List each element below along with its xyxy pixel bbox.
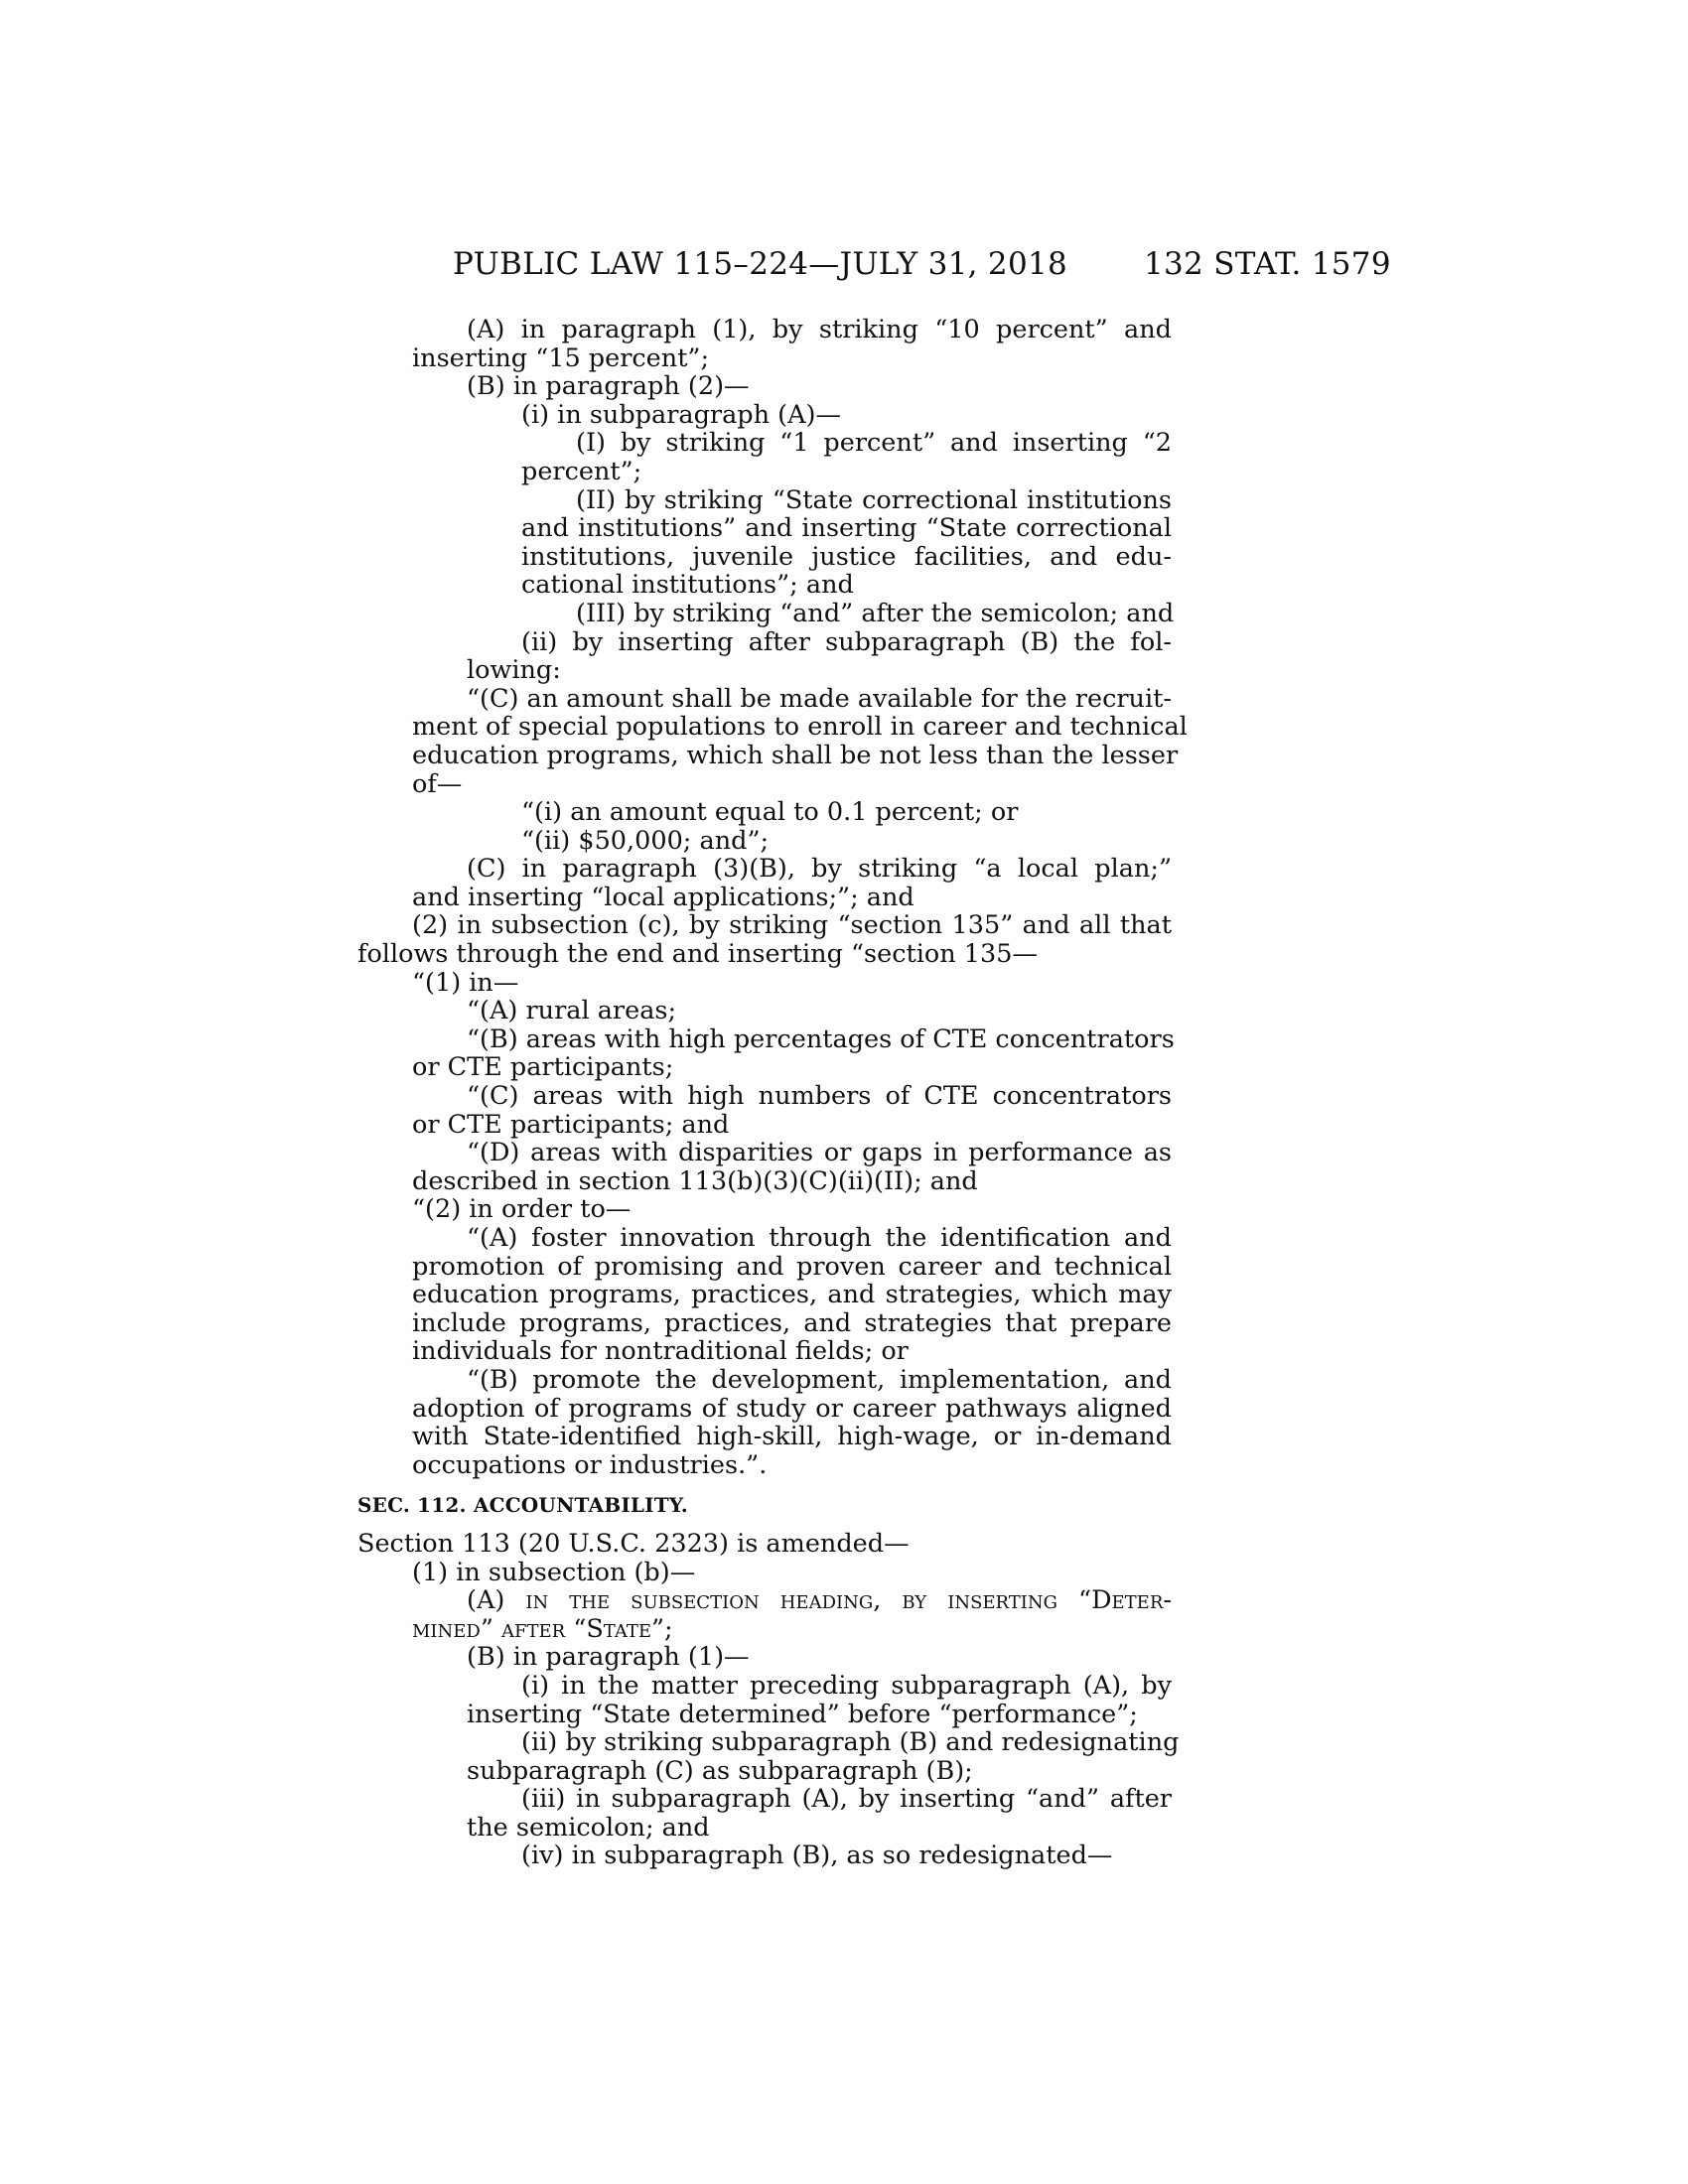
text-line: (i) in subparagraph (A)— bbox=[521, 399, 841, 430]
text-line: (B) in paragraph (1)— bbox=[467, 1642, 750, 1673]
amendment-text-block bbox=[357, 315, 1188, 1480]
text-line: “(C) areas with high numbers of CTE concentrators bbox=[467, 1081, 1172, 1112]
text-line: and inserting “local applications;”; and bbox=[412, 882, 914, 912]
text-line: “(B) areas with high percentages of CTE concentrators bbox=[467, 1024, 1175, 1054]
text-line: “(ii) $50,000; and”; bbox=[521, 825, 770, 856]
text-line: or CTE participants; and bbox=[412, 1109, 730, 1140]
text-line: “(A) foster innovation through the identification and bbox=[467, 1223, 1172, 1253]
text-line: “(D) areas with disparities or gaps in performance as bbox=[467, 1138, 1172, 1168]
text-line: “(i) an amount equal to 0.1 percent; or bbox=[521, 797, 1019, 828]
text-line: percent”; bbox=[521, 456, 642, 486]
text-line: and institutions” and inserting “State correctional bbox=[521, 513, 1172, 544]
text-line: lowing: bbox=[467, 655, 561, 686]
text-line: include programs, practices, and strategies that prepare bbox=[412, 1307, 1172, 1338]
text-line: or CTE participants; bbox=[412, 1052, 674, 1083]
text-line: (III) by striking “and” after the semicolon; and bbox=[576, 598, 1175, 628]
running-header-title: PUBLIC LAW 115–224—JULY 31, 2018 bbox=[453, 246, 1068, 282]
text-line: (ii) by striking subparagraph (B) and redesignating bbox=[521, 1727, 1180, 1758]
text-line: “(2) in order to— bbox=[412, 1194, 632, 1225]
text-line: follows through the end and inserting “section 135— bbox=[357, 939, 1038, 970]
text-line: (iii) in subparagraph (A), by inserting “and” after bbox=[521, 1784, 1172, 1815]
text-line: subparagraph (C) as subparagraph (B); bbox=[467, 1755, 973, 1786]
text-line: (B) in paragraph (2)— bbox=[467, 371, 750, 402]
text-line: “(C) an amount shall be made available for the recruit- bbox=[467, 683, 1172, 714]
text-line: described in section 113(b)(3)(C)(ii)(II); and bbox=[412, 1165, 978, 1196]
text-line: inserting “State determined” before “performance”; bbox=[467, 1699, 1138, 1729]
text-line: promotion of promising and proven career and technical bbox=[412, 1251, 1172, 1282]
text-line: (I) by striking “1 percent” and inserting “2 bbox=[576, 428, 1172, 459]
text-line: “(A) rural areas; bbox=[467, 996, 677, 1026]
text-line: ment of special populations to enroll in career and technical bbox=[412, 712, 1188, 743]
text-line: (C) in paragraph (3)(B), by striking “a local plan;” bbox=[467, 854, 1172, 885]
text-line: occupations or industries.”. bbox=[412, 1449, 768, 1480]
text-line: (A) in the subsection heading, by inserting “Deter- bbox=[467, 1585, 1172, 1616]
text-line: “(B) promote the development, implementation, and bbox=[467, 1364, 1172, 1395]
text-line: mined” after “State”; bbox=[412, 1613, 673, 1644]
text-line: (2) in subsection (c), by striking “section 135” and all that bbox=[412, 910, 1172, 941]
text-line: the semicolon; and bbox=[467, 1812, 710, 1843]
accountability-text-block bbox=[357, 1528, 1180, 1871]
text-line: inserting “15 percent”; bbox=[412, 342, 710, 373]
text-line: (II) by striking “State correctional institutions bbox=[576, 484, 1172, 515]
text-line: adoption of programs of study or career pathways aligned bbox=[412, 1393, 1172, 1424]
text-line: education programs, practices, and strategies, which may bbox=[412, 1280, 1172, 1310]
text-line: cational institutions”; and bbox=[521, 570, 854, 601]
text-line: (iv) in subparagraph (B), as so redesignated— bbox=[521, 1841, 1113, 1871]
text-line: “(1) in— bbox=[412, 967, 519, 998]
section-heading: SEC. 112. ACCOUNTABILITY. bbox=[357, 1493, 688, 1518]
text-line: (A) in paragraph (1), by striking “10 percent” and bbox=[467, 315, 1172, 344]
text-line: (i) in the matter preceding subparagraph (A), by bbox=[521, 1670, 1172, 1701]
body-text bbox=[357, 315, 1188, 1871]
statute-page-number: 132 STAT. 1579 bbox=[1144, 246, 1391, 282]
text-line: individuals for nontraditional fields; or bbox=[412, 1336, 909, 1367]
text-line: (1) in subsection (b)— bbox=[412, 1557, 696, 1587]
text-line: Section 113 (20 U.S.C. 2323) is amended— bbox=[357, 1528, 910, 1559]
text-line: institutions, juvenile justice facilities, and edu- bbox=[521, 541, 1172, 572]
text-line: education programs, which shall be not less than the lesser bbox=[412, 740, 1179, 770]
text-line: (ii) by inserting after subparagraph (B) the fol- bbox=[521, 626, 1172, 657]
text-line: with State-identified high-skill, high-wage, or in-demand bbox=[412, 1422, 1172, 1452]
text-line: of— bbox=[412, 768, 463, 799]
